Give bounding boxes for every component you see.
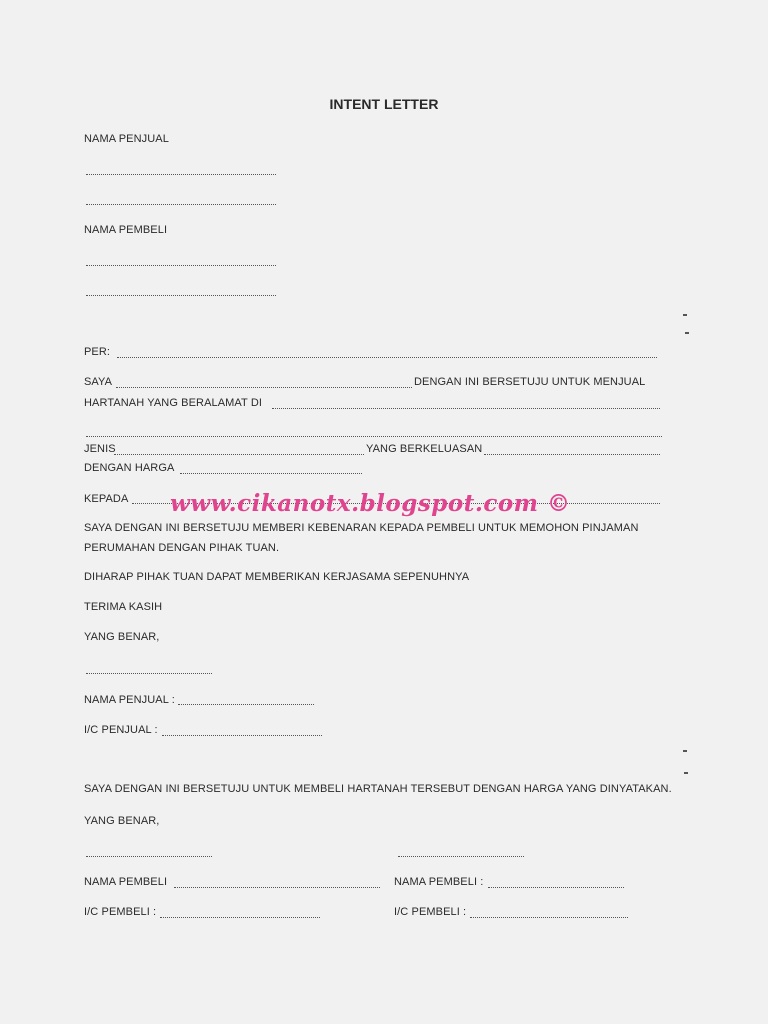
consent-line-1: SAYA DENGAN INI BERSETUJU MEMBERI KEBENARAN KEPADA PEMBELI UNTUK MEMOHON PINJAMAN xyxy=(84,522,639,534)
yours-text-2: YANG BENAR, xyxy=(84,815,160,827)
buyer2-ic-line[interactable] xyxy=(470,917,628,918)
seller-name-line-1[interactable] xyxy=(86,174,276,175)
buyer1-signature-line[interactable] xyxy=(86,856,212,857)
buyer-agree-text: SAYA DENGAN INI BERSETUJU UNTUK MEMBELI HARTANAH TERSEBUT DENGAN HARGA YANG DINYATAKAN. xyxy=(84,783,672,795)
jenis-field-line[interactable] xyxy=(114,454,364,455)
seller-name-final-line[interactable] xyxy=(178,704,314,705)
buyer2-ic-label: I/C PEMBELI : xyxy=(394,906,467,918)
area-label: YANG BERKELUASAN xyxy=(366,443,483,455)
buyer2-name-line[interactable] xyxy=(488,887,624,888)
buyer1-name-label: NAMA PEMBELI xyxy=(84,876,168,888)
document-title: INTENT LETTER xyxy=(329,96,439,112)
buyer-section-label: NAMA PEMBELI xyxy=(84,224,168,236)
seller-ic-label: I/C PENJUAL : xyxy=(84,724,158,736)
scan-speck xyxy=(683,750,687,752)
seller-signature-line[interactable] xyxy=(86,673,212,674)
area-field-line[interactable] xyxy=(484,454,660,455)
buyer-name-line-2[interactable] xyxy=(86,295,276,296)
scan-speck xyxy=(685,332,689,334)
buyer1-ic-line[interactable] xyxy=(160,917,320,918)
seller-name-label: NAMA PENJUAL : xyxy=(84,694,175,706)
per-label: PER: xyxy=(84,346,111,358)
price-field-line[interactable] xyxy=(180,473,362,474)
thanks-text: TERIMA KASIH xyxy=(84,601,163,613)
cooperation-text: DIHARAP PIHAK TUAN DAPAT MEMBERIKAN KERJASAMA SEPENUHNYA xyxy=(84,571,470,583)
kepada-label: KEPADA xyxy=(84,493,129,505)
per-field-line[interactable] xyxy=(117,357,657,358)
yours-text: YANG BENAR, xyxy=(84,631,160,643)
buyer-name-line-1[interactable] xyxy=(86,265,276,266)
jenis-label: JENIS xyxy=(84,443,116,455)
buyer1-name-line[interactable] xyxy=(174,887,380,888)
scan-speck xyxy=(684,772,688,774)
address-field-line-2[interactable] xyxy=(86,436,662,437)
blog-watermark: www.cikanotx.blogspot.com © xyxy=(170,490,571,517)
buyer2-signature-line[interactable] xyxy=(398,856,524,857)
saya-label: SAYA xyxy=(84,376,113,388)
seller-name-line-2[interactable] xyxy=(86,204,276,205)
price-label: DENGAN HARGA xyxy=(84,462,175,474)
scan-speck xyxy=(683,314,687,316)
seller-name-field-line[interactable] xyxy=(116,387,412,388)
seller-section-label: NAMA PENJUAL xyxy=(84,133,169,145)
agree-sell-text: DENGAN INI BERSETUJU UNTUK MENJUAL xyxy=(414,376,646,388)
seller-ic-line[interactable] xyxy=(162,735,322,736)
consent-line-2: PERUMAHAN DENGAN PIHAK TUAN. xyxy=(84,542,280,554)
address-field-line-1[interactable] xyxy=(272,408,660,409)
buyer2-name-label: NAMA PEMBELI : xyxy=(394,876,484,888)
address-label: HARTANAH YANG BERALAMAT DI xyxy=(84,397,263,409)
buyer1-ic-label: I/C PEMBELI : xyxy=(84,906,157,918)
